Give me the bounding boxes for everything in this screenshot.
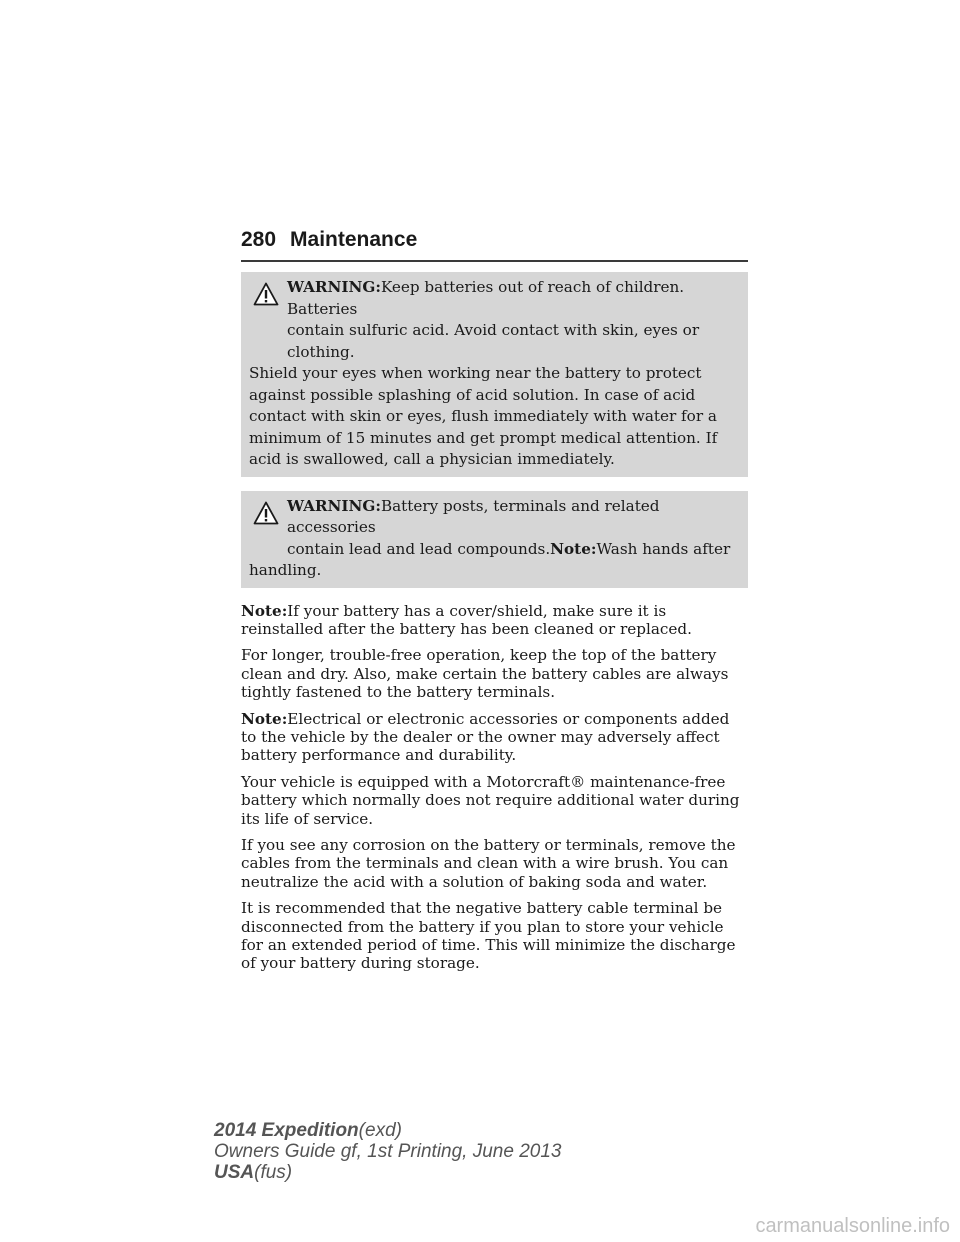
footer-line-model: 2014 Expedition(exd) xyxy=(214,1120,402,1141)
footer-line-guide: Owners Guide gf, 1st Printing, June 2013 xyxy=(214,1141,562,1162)
paragraph-storage: It is recommended that the negative battery cable terminal be disconnected from the battery if you plan to store your vehicle for an extended period of time. This will minimize the discharge of your battery during storage. xyxy=(241,899,736,973)
warning-text-rest: Shield your eyes when working near the battery to protect against possible splashing of acid solution. In case of acid contact with skin or eyes, flush immediately with water for a minimum of 15 minutes and get prompt medical attention. If acid is swallowed, call a physician immediately. xyxy=(249,364,718,468)
warning-box-battery-acid xyxy=(241,272,748,477)
warning-line xyxy=(249,496,740,539)
warning-label: WARNING: xyxy=(287,496,381,515)
paragraph-note-cover: Note:If your battery has a cover/shield, make sure it is reinstalled after the battery has been cleaned or replaced. xyxy=(241,601,692,638)
warning-triangle-icon xyxy=(253,501,279,525)
warning-label: WARNING: xyxy=(287,278,381,296)
warning-box-lead xyxy=(241,491,748,588)
note-label: Note: xyxy=(241,601,288,620)
paragraph-note-accessories: Note:Electrical or electronic accessories or components added to the vehicle by the dealer or the owner may adversely affect battery performance and durability. xyxy=(241,709,730,765)
warning-text: Keep batteries out of reach of children. Batteries xyxy=(287,278,685,318)
note-label: Note: xyxy=(241,709,288,728)
page-number: 280 xyxy=(241,228,277,251)
note-label: Note: xyxy=(550,539,597,558)
page-content xyxy=(241,272,748,981)
footer-line-market: USA(fus) xyxy=(214,1162,293,1183)
paragraph-corrosion: If you see any corrosion on the battery or terminals, remove the cables from the terminals and clean with a wire brush. You can neutralize the acid with a solution of baking soda and water. xyxy=(241,835,736,891)
warning-text: Battery posts, terminals and related accessories xyxy=(287,496,660,536)
paragraph-maintenance-free: Your vehicle is equipped with a Motorcraft® maintenance-free battery which normally does not require additional water during its life of service. xyxy=(241,772,740,828)
warning-text-rest: handling. xyxy=(249,561,322,579)
warning-line: contain sulfuric acid. Avoid contact with skin, eyes or clothing. xyxy=(287,321,700,361)
warning-line xyxy=(249,277,740,320)
paragraph-keep-clean: For longer, trouble-free operation, keep the top of the battery clean and dry. Also, make certain the battery cables are always tightly fastened to the battery terminals. xyxy=(241,646,729,702)
page-header xyxy=(241,228,748,262)
warning-line: contain lead and lead compounds.Note:Wash hands after xyxy=(287,539,731,558)
warning-triangle-icon xyxy=(253,282,279,306)
section-title: Maintenance xyxy=(290,228,418,251)
page-footer xyxy=(214,1120,561,1183)
watermark: carmanualsonline.info xyxy=(755,1215,950,1237)
